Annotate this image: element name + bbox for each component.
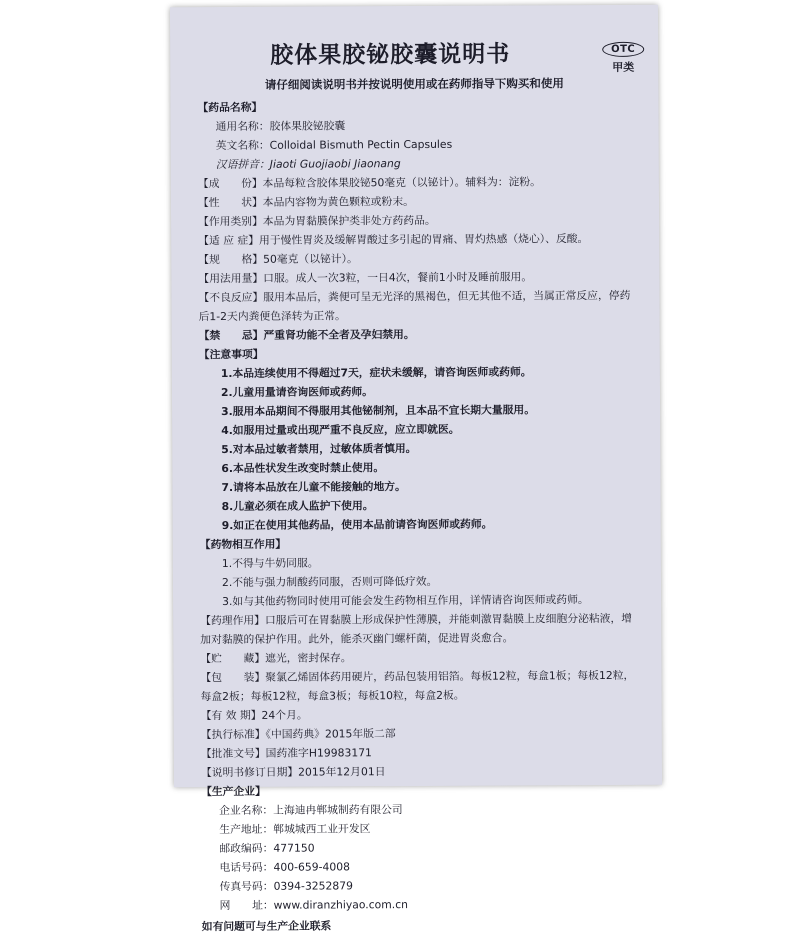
manufacturer-name: 企业名称：上海迪冉郸城制药有限公司 <box>219 803 403 818</box>
precaution-item: 5.对本品过敏者禁用，过敏体质者慎用。 <box>221 441 417 457</box>
manufacturer-address: 生产地址：郸城城西工业开发区 <box>219 822 371 837</box>
otc-badge: OTC <box>602 42 644 57</box>
indications: 【适 应 症】用于慢性胃炎及缓解胃酸过多引起的胃痛、胃灼热感（烧心）、反酸。 <box>198 232 589 248</box>
generic-name: 通用名称：胶体果胶铋胶囊 <box>215 119 346 134</box>
leaflet-title: 胶体果胶铋胶囊说明书 <box>270 41 511 69</box>
storage: 【贮 藏】遮光，密封保存。 <box>200 651 352 666</box>
drug-leaflet <box>170 5 662 934</box>
drug-name-header: 【药品名称】 <box>197 100 263 115</box>
footer-note: 如有问题可与生产企业联系 <box>201 919 332 934</box>
precaution-item: 2.儿童用量请咨询医师或药师。 <box>220 385 373 400</box>
ingredients: 【成 份】本品每粒含胶体果胶铋50毫克（以铋计）。辅料为：淀粉。 <box>197 175 541 191</box>
precaution-item: 3.服用本品期间不得服用其他铋制剂，且本品不宜长期大量服用。 <box>221 403 536 419</box>
precaution-item: 4.如服用过量或出现严重不良反应，应立即就医。 <box>221 422 460 438</box>
otc-class-label: 甲类 <box>612 60 635 74</box>
specification: 【规 格】50毫克（以铋计）。 <box>198 252 358 267</box>
dosage: 【用法用量】口服。成人一次3粒，一日4次，餐前1小时及睡前服用。 <box>198 270 533 286</box>
packaging: 【包 装】聚氯乙烯固体药用硬片，药品包装用铝箔。每板12粒，每盒1板；每板12粒，每盒2板；每板12粒，每盒3板；每板10粒，每盒2板。 <box>200 668 635 704</box>
pharmacology: 【药理作用】口服后可在胃黏膜上形成保护性薄膜，并能刺激胃黏膜上皮细胞分泌粘液，增加对黏膜的保护作用。此外，能杀灭幽门螺杆菌，促进胃炎愈合。 <box>200 611 633 647</box>
otc-mark <box>601 37 645 75</box>
character: 【性 状】本品内容物为黄色颗粒或粉末。 <box>197 195 414 210</box>
approval-number: 【批准文号】国药准字H19983171 <box>200 746 372 761</box>
precaution-item: 6.本品性状发生改变时禁止使用。 <box>221 461 385 476</box>
interaction-item: 1.不得与牛奶同服。 <box>221 556 319 571</box>
phone-number: 电话号码：400-659-4008 <box>219 860 350 875</box>
category: 【作用类别】本品为胃黏膜保护类非处方药药品。 <box>198 213 436 229</box>
standard: 【执行标准】《中国药典》2015年版二部 <box>200 727 396 742</box>
manufacturer-header: 【生产企业】 <box>201 784 266 799</box>
pinyin-name: 汉语拼音：Jiaoti Guojiaobi Jiaonang <box>215 157 401 172</box>
precaution-item: 1.本品连续使用不得超过7天，症状未缓解，请咨询医师或药师。 <box>220 365 532 381</box>
leaflet-body <box>197 96 643 936</box>
fax-number: 传真号码：0394-3252879 <box>219 879 354 894</box>
precaution-item: 7.请将本品放在儿童不能接触的地方。 <box>221 480 406 495</box>
website: 网 址：www.diranzhiyao.com.cn <box>219 898 409 913</box>
leaflet-subtitle: 请仔细阅读说明书并按说明使用或在药师指导下购买和使用 <box>264 76 564 92</box>
interaction-item: 2.不能与强力制酸药同服，否则可降低疗效。 <box>221 574 438 590</box>
contraindications: 【禁 忌】严重肾功能不全者及孕妇禁用。 <box>198 328 415 343</box>
validity: 【有 效 期】24个月。 <box>200 708 308 723</box>
revision-date: 【说明书修订日期】2015年12月01日 <box>200 765 386 780</box>
precaution-item: 8.儿童必须在成人监护下使用。 <box>221 499 374 514</box>
precautions-header: 【注意事项】 <box>198 347 264 362</box>
postal-code: 邮政编码：477150 <box>219 841 315 856</box>
precaution-item: 9.如正在使用其他药品，使用本品前请咨询医师或药师。 <box>221 517 493 533</box>
interaction-item: 3.如与其他药物同时使用可能会发生药物相互作用，详情请咨询医师或药师。 <box>222 593 589 609</box>
interactions-header: 【药物相互作用】 <box>199 537 287 552</box>
english-name: 英文名称：Colloidal Bismuth Pectin Capsules <box>215 137 453 153</box>
adverse-reactions: 【不良反应】服用本品后，粪便可呈无光泽的黑褐色，但无其他不适，当属正常反应，停药后1-2天内粪便色泽转为正常。 <box>198 288 631 324</box>
